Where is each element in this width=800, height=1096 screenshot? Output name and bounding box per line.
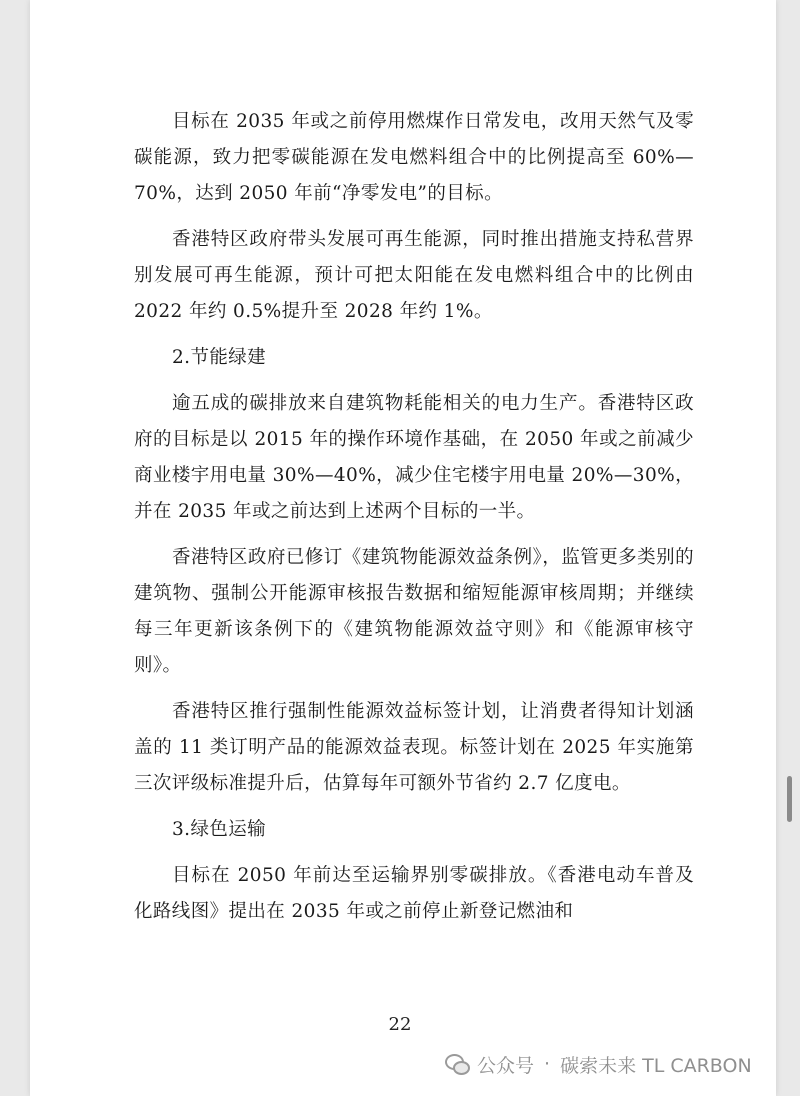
watermark-account: 碳索未来 TL CARBON — [560, 1054, 752, 1077]
paragraph-building-emissions: 逾五成的碳排放来自建筑物耗能相关的电力生产。香港特区政府的目标是以 2015 年的操作环境作基础，在 2050 年或之前减少商业楼宇用电量 30%—40%，减少住宅楼宇用电量 20%—30%，并在 2035 年或之前达到上述两个目标的一半。 — [134, 393, 694, 522]
scrollbar-thumb[interactable] — [787, 776, 792, 822]
watermark-separator: · — [544, 1053, 551, 1075]
paragraph-coal-phaseout: 目标在 2035 年或之前停用燃煤作日常发电，改用天然气及零碳能源，致力把零碳能源在发电燃料组合中的比例提高至 60%—70%，达到 2050 年前“净零发电”的目标。 — [134, 111, 694, 204]
paragraph-energy-label-scheme: 香港特区推行强制性能源效益标签计划，让消费者得知计划涵盖的 11 类订明产品的能源效益表现。标签计划在 2025 年实施第三次评级标准提升后，估算每年可额外节省约 2.7 亿度电。 — [134, 701, 694, 794]
watermark-label: 公众号 — [477, 1054, 535, 1077]
wechat-icon — [445, 1053, 469, 1075]
document-body — [134, 104, 694, 940]
paragraph-renewable-energy: 香港特区政府带头发展可再生能源，同时推出措施支持私营界别发展可再生能源，预计可把太阳能在发电燃料组合中的比例由 2022 年约 0.5%提升至 2028 年约 1%。 — [134, 229, 694, 322]
paragraph-energy-ordinance: 香港特区政府已修订《建筑物能源效益条例》，监管更多类别的建筑物、强制公开能源审核报告数据和缩短能源审核周期；并继续每三年更新该条例下的《建筑物能源效益守则》和《能源审核守则》。 — [134, 547, 694, 676]
paragraph-transport-target: 目标在 2050 年前达至运输界别零碳排放。《香港电动车普及化路线图》提出在 2035 年或之前停止新登记燃油和 — [134, 865, 694, 922]
section-heading-green-transport: 3.绿色运输 — [172, 819, 267, 840]
page-number: 22 — [388, 1014, 412, 1035]
section-heading-green-buildings: 2.节能绿建 — [172, 347, 267, 368]
wechat-watermark — [445, 1048, 752, 1080]
